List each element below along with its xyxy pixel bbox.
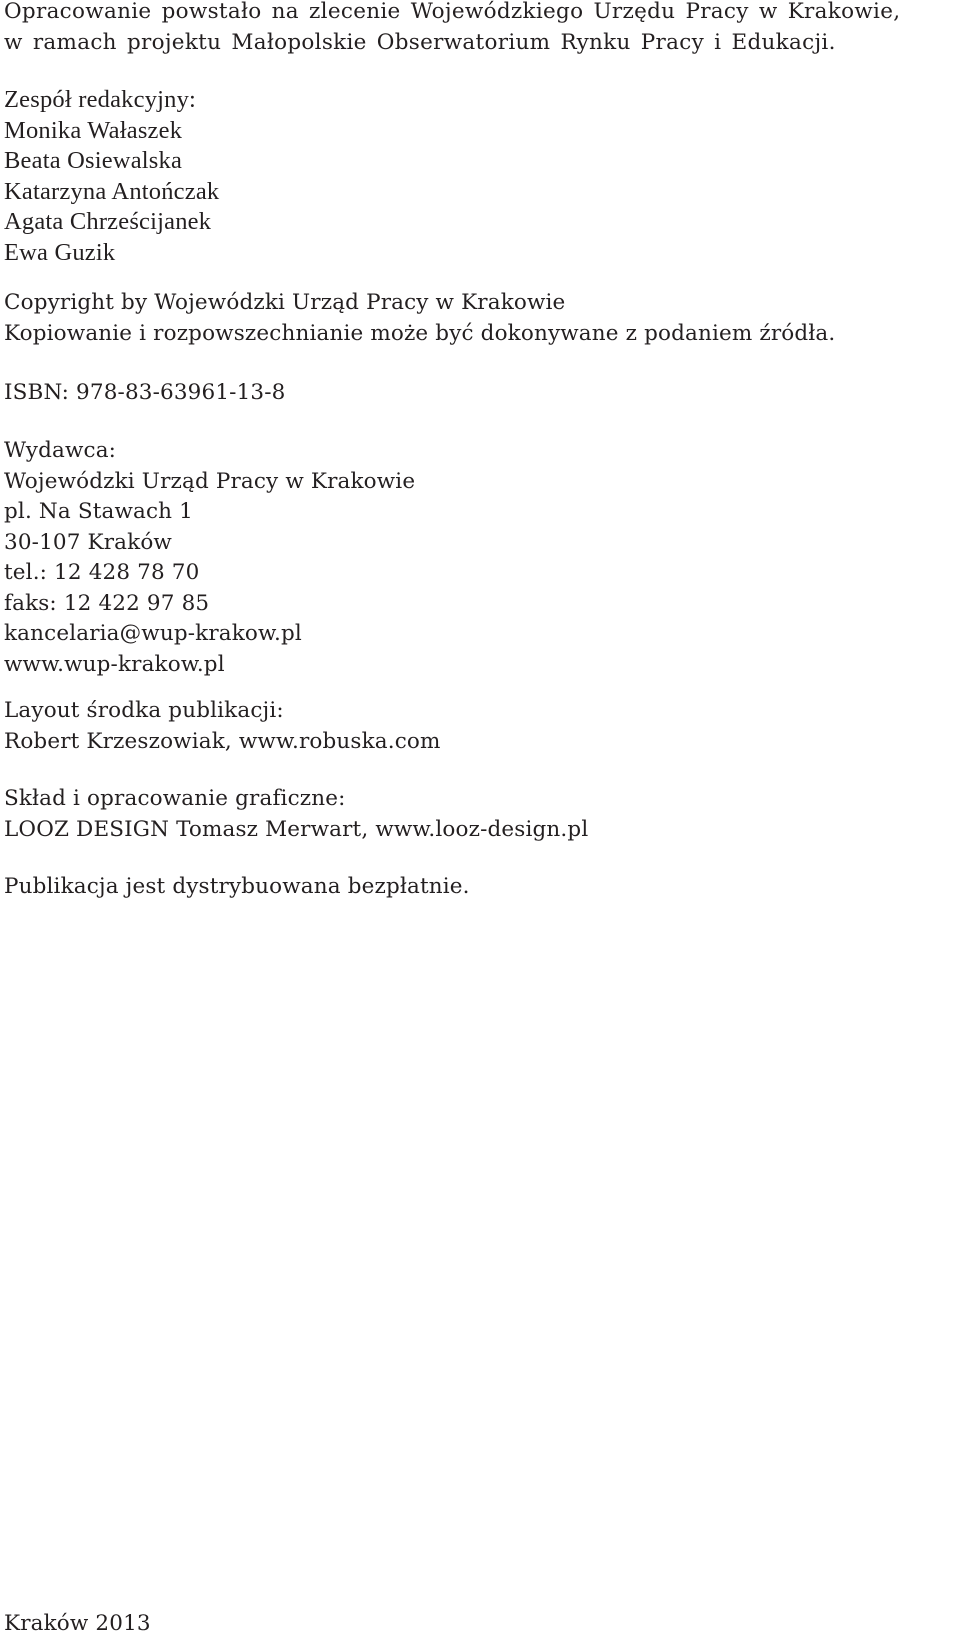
publisher-email: kancelaria@wup-krakow.pl [4,621,302,646]
isbn-line: ISBN: 978-83-63961-13-8 [4,380,286,405]
intro-paragraph [4,0,952,58]
editorial-team-member: Monika Wałaszek [4,116,183,144]
publisher-city: 30-107 Kraków [4,529,172,555]
intro-line: w ramach projektu Małopolskie Obserwatorium Rynku Pracy i Edukacji. [4,29,836,55]
distribution-note [4,872,952,903]
layout-credit [4,696,952,757]
publisher-phone: tel.: 12 428 78 70 [4,560,200,585]
layout-credit-heading: Layout środka publikacji: [4,698,284,723]
editorial-team-heading: Zespół redakcyjny: [4,86,197,113]
distribution-note-text: Publikacja jest dystrybuowana bezpłatnie. [4,874,470,899]
typesetting-credit [4,784,952,845]
typesetting-credit-value: LOOZ DESIGN Tomasz Merwart, www.looz-design.pl [4,816,589,842]
editorial-team-member: Katarzyna Antończak [4,177,220,205]
publisher-name: Wojewódzki Urząd Pracy w Krakowie [4,468,416,494]
isbn [4,378,952,409]
publisher-street: pl. Na Stawach 1 [4,499,193,524]
editorial-team-member: Beata Osiewalska [4,147,183,174]
editorial-team [4,85,952,268]
copyright-notice [4,288,952,349]
publisher-info [4,436,952,680]
publisher-fax: faks: 12 422 97 85 [4,590,210,616]
copyright-line: Copyright by Wojewódzki Urząd Pracy w Krakowie [4,290,566,315]
footer [4,1609,952,1640]
publisher-heading: Wydawca: [4,438,117,463]
editorial-team-member: Agata Chrześcijanek [4,208,212,235]
copyright-line: Kopiowanie i rozpowszechnianie może być dokonywane z podaniem źródła. [4,320,836,346]
intro-line: Opracowanie powstało na zlecenie Wojewódzkiego Urzędu Pracy w Krakowie, [4,0,901,24]
publisher-website: www.wup-krakow.pl [4,651,225,677]
layout-credit-value: Robert Krzeszowiak, www.robuska.com [4,728,441,754]
editorial-team-member: Ewa Guzik [4,238,116,266]
footer-place-year: Kraków 2013 [4,1611,151,1636]
typesetting-credit-heading: Skład i opracowanie graficzne: [4,786,346,811]
